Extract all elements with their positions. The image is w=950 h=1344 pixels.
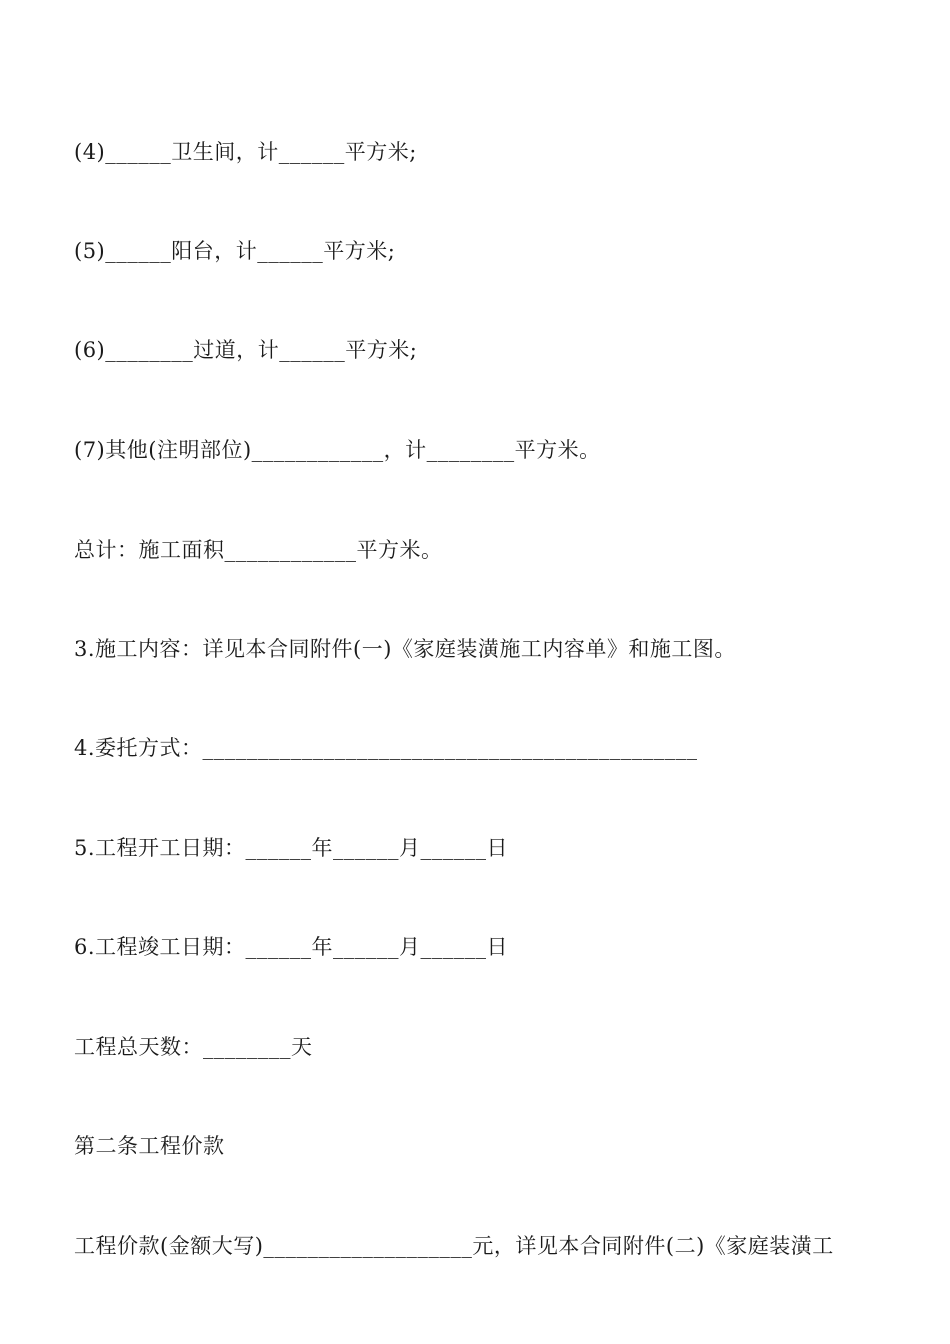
line-completion-date: 6.工程竣工日期：______年______月______日 [74, 935, 509, 959]
line-construction-content: 3.施工内容：详见本合同附件(一)《家庭装潢施工内容单》和施工图。 [74, 637, 736, 661]
line-other-area: (7)其他(注明部位)____________，计________平方米。 [74, 438, 601, 462]
line-commission-method: 4.委托方式：_____________________________________________ [74, 736, 698, 760]
line-balcony-area: (5)______阳台，计______平方米; [74, 239, 396, 263]
section-heading-project-price: 第二条工程价款 [74, 1134, 225, 1158]
line-corridor-area: (6)________过道，计______平方米; [74, 338, 418, 362]
line-total-area: 总计：施工面积____________平方米。 [74, 538, 443, 562]
line-start-date: 5.工程开工日期：______年______月______日 [74, 836, 509, 860]
line-project-price: 工程价款(金额大写)___________________元，详见本合同附件(二)《家庭装潢工 [74, 1234, 834, 1258]
line-bathroom-area: (4)______卫生间，计______平方米; [74, 140, 417, 164]
line-total-days: 工程总天数：________天 [74, 1035, 313, 1059]
